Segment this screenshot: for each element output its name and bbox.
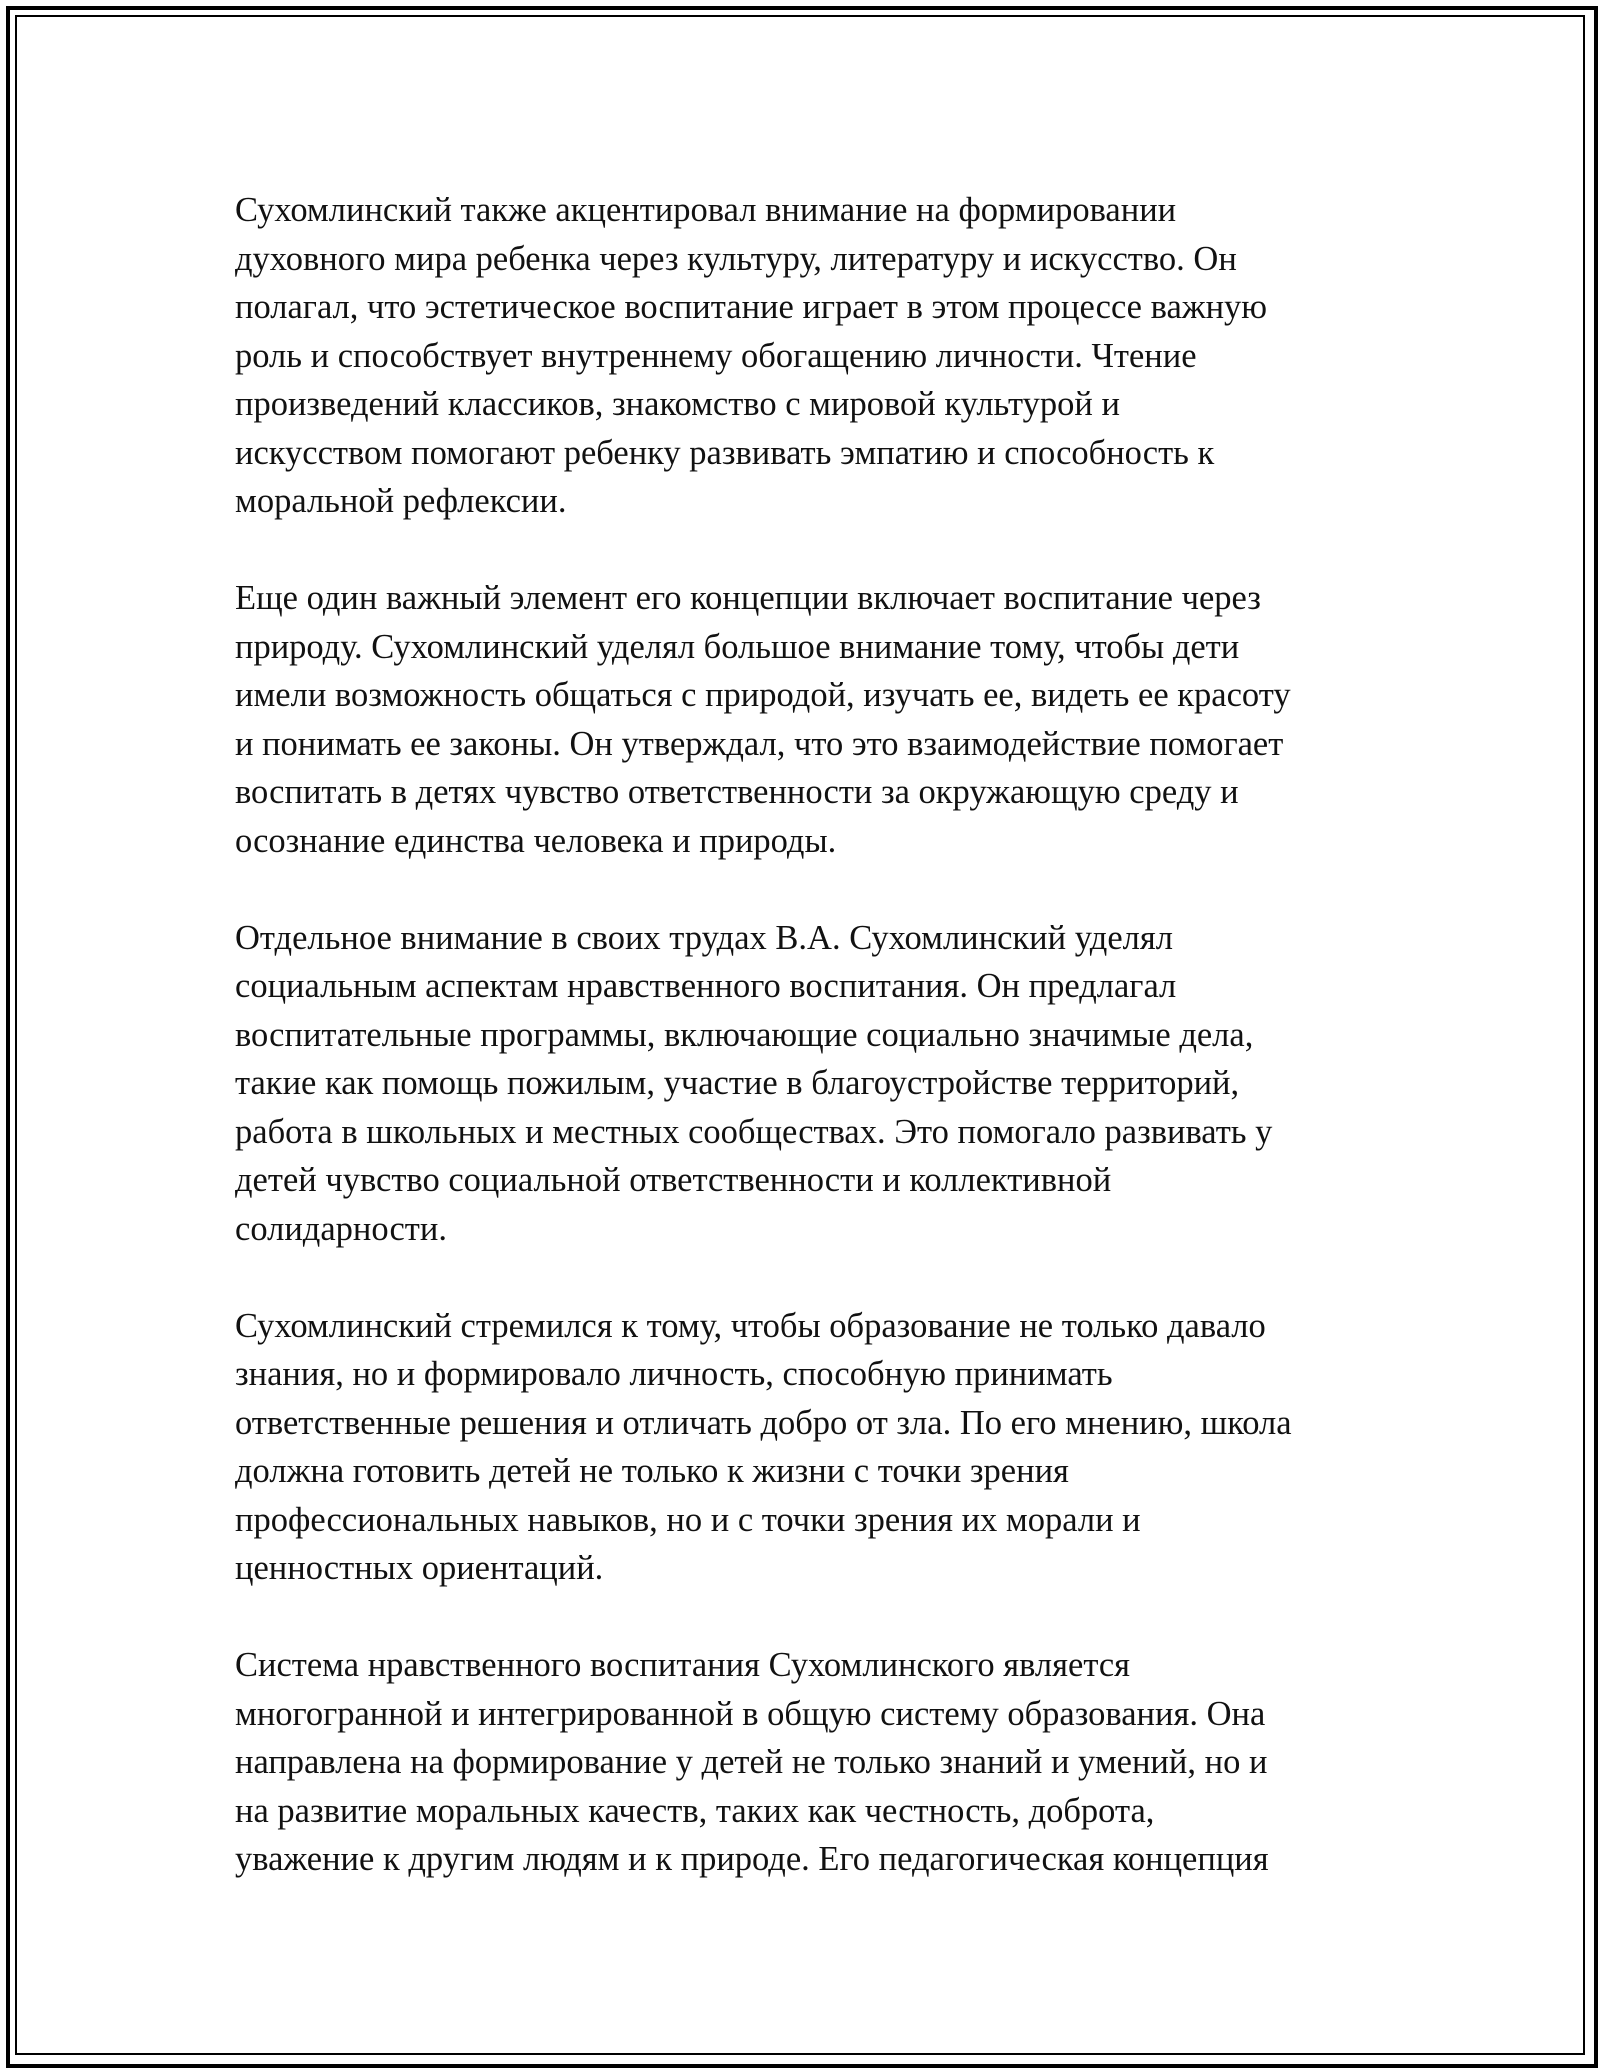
text-line: Сухомлинский стремился к тому, чтобы образование не только давало	[235, 1306, 1266, 1345]
text-line: имели возможность общаться с природой, изучать ее, видеть ее красоту	[235, 676, 1291, 714]
paragraph-1	[235, 186, 1385, 526]
text-line: и понимать ее законы. Он утверждал, что это взаимодействие помогает	[235, 724, 1284, 763]
text-line: многогранной и интегрированной в общую систему образования. Она	[235, 1694, 1266, 1733]
text-line: такие как помощь пожилым, участие в благоустройстве территорий,	[235, 1064, 1240, 1102]
text-line: роль и способствует внутреннему обогащению личности. Чтение	[235, 336, 1197, 375]
paragraph-2	[235, 574, 1385, 865]
text-line: произведений классиков, знакомство с мировой культурой и	[235, 385, 1120, 423]
document-body	[235, 186, 1385, 1932]
text-line: профессиональных навыков, но и с точки зрения их морали и	[235, 1500, 1141, 1539]
text-line: искусством помогают ребенку развивать эмпатию и способность к	[235, 433, 1215, 472]
text-line: на развитие моральных качеств, таких как честность, доброта,	[235, 1791, 1155, 1830]
text-line: природу. Сухомлинский уделял большое внимание тому, чтобы дети	[235, 627, 1240, 666]
text-line: осознание единства человека и природы.	[235, 821, 837, 860]
paragraph-5	[235, 1641, 1385, 1884]
text-line: уважение к другим людям и к природе. Его педагогическая концепция	[235, 1840, 1269, 1878]
text-line: моральной рефлексии.	[235, 482, 567, 520]
text-line: детей чувство социальной ответственности и коллективной	[235, 1161, 1112, 1199]
paragraph-4	[235, 1302, 1385, 1593]
text-line: воспитать в детях чувство ответственности за окружающую среду и	[235, 773, 1239, 811]
text-line: направлена на формирование у детей не только знаний и умений, но и	[235, 1743, 1268, 1781]
text-line: ценностных ориентаций.	[235, 1549, 604, 1587]
text-line: знания, но и формировало личность, способную принимать	[235, 1355, 1113, 1393]
text-line: Система нравственного воспитания Сухомлинского является	[235, 1646, 1131, 1684]
text-line: солидарности.	[235, 1209, 447, 1248]
text-line: Сухомлинский также акцентировал внимание на формировании	[235, 191, 1177, 229]
text-line: должна готовить детей не только к жизни с точки зрения	[235, 1452, 1069, 1490]
text-line: социальным аспектам нравственного воспитания. Он предлагал	[235, 967, 1177, 1005]
text-line: воспитательные программы, включающие социально значимые дела,	[235, 1015, 1254, 1054]
paragraph-3	[235, 914, 1385, 1254]
text-line: Еще один важный элемент его концепции включает воспитание через	[235, 579, 1261, 617]
text-line: работа в школьных и местных сообществах. Это помогало развивать у	[235, 1112, 1273, 1151]
text-line: полагал, что эстетическое воспитание играет в этом процессе важную	[235, 288, 1268, 326]
text-line: ответственные решения и отличать добро от зла. По его мнению, школа	[235, 1403, 1292, 1442]
text-line: духовного мира ребенка через культуру, литературу и искусство. Он	[235, 239, 1237, 278]
text-line: Отдельное внимание в своих трудах В.А. Сухомлинский уделял	[235, 918, 1173, 957]
